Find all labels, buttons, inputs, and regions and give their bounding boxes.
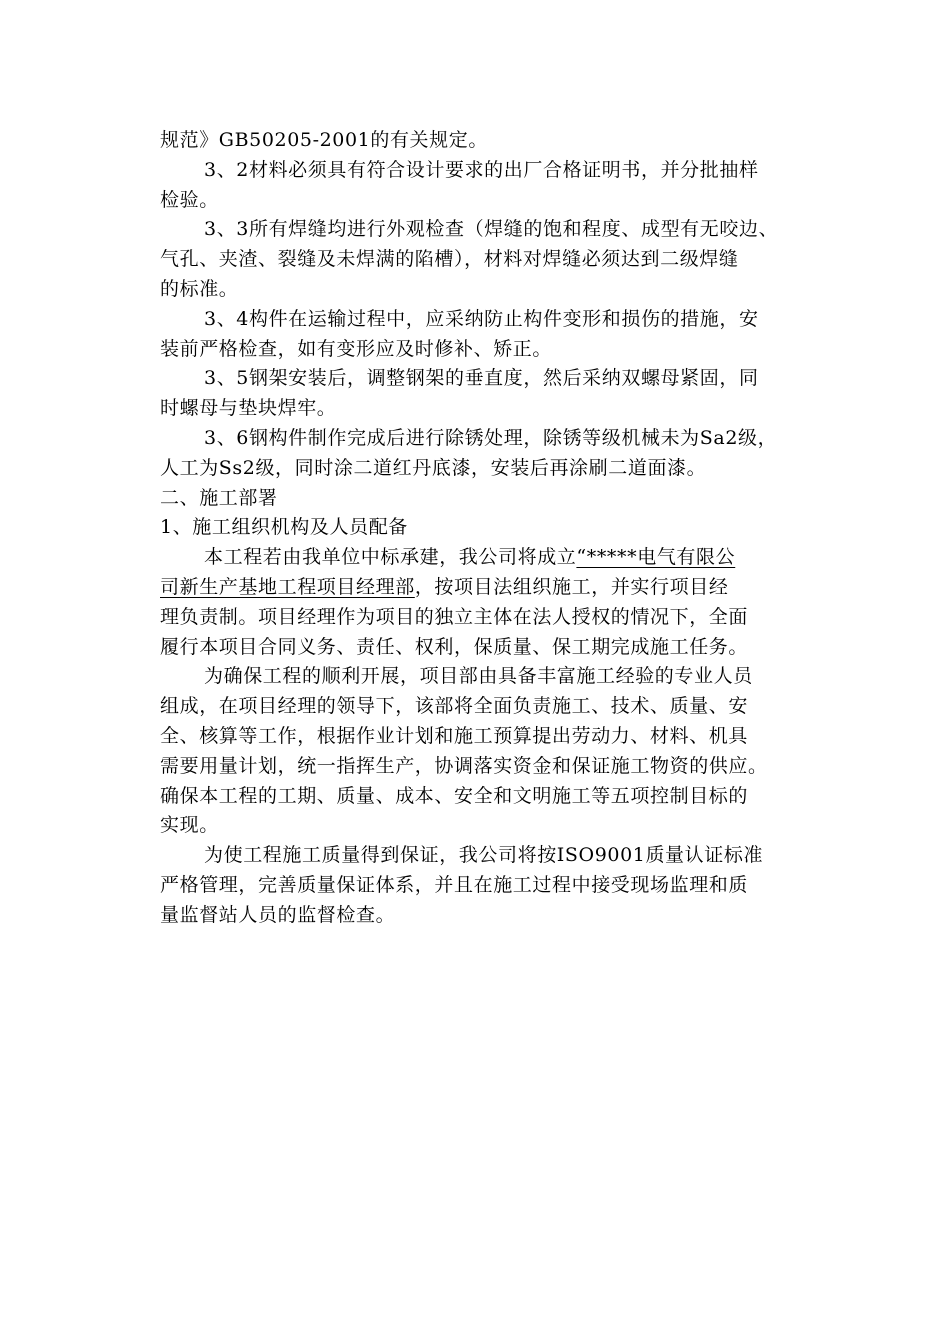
text-line: 3、6钢构件制作完成后进行除锈处理，除锈等级机械未为Sa2级， <box>204 426 778 449</box>
text-line: 为使工程施工质量得到保证，我公司将按ISO9001质量认证标准 <box>204 844 764 867</box>
text-line: 人工为Ss2级，同时涂二道红丹底漆，安装后再涂刷二道面漆。 <box>160 456 707 479</box>
project-name-underlined: “*****电气有限公 <box>576 546 736 569</box>
text-line: 3、5钢架安装后，调整钢架的垂直度，然后采纳双螺母紧固，同 <box>204 367 759 390</box>
text-line: 3、4构件在运输过程中，应采纳防止构件变形和损伤的措施，安 <box>204 307 759 330</box>
project-name-underlined: 司新生产基地工程项目经理部 <box>160 575 415 598</box>
text-line: 需要用量计划，统一指挥生产，协调落实资金和保证施工物资的供应。 <box>160 754 768 777</box>
text-line: 检验。 <box>160 188 219 211</box>
text-line: 组成，在项目经理的领导下，该部将全面负责施工、技术、质量、安 <box>160 695 749 718</box>
text-run: ，按项目法组织施工，并实行项目经 <box>414 575 729 598</box>
text-line: 实现。 <box>160 814 219 837</box>
text-line: 为确保工程的顺利开展，项目部由具备丰富施工经验的专业人员 <box>204 665 753 688</box>
text-line: 气孔、夹渣、裂缝及未焊满的陷槽），材料对焊缝必须达到二级焊缝 <box>160 248 739 271</box>
text-line: 全、核算等工作，根据作业计划和施工预算提出劳动力、材料、机具 <box>160 724 749 747</box>
text-line: 确保本工程的工期、质量、成本、安全和文明施工等五项控制目标的 <box>160 784 749 807</box>
text-line <box>160 573 840 603</box>
text-line: 时螺母与垫块焊牢。 <box>160 397 337 420</box>
text-line: 严格管理，完善质量保证体系，并且在施工过程中接受现场监理和质 <box>160 873 749 896</box>
text-line: 3、3所有焊缝均进行外观检查（焊缝的饱和程度、成型有无咬边、 <box>204 218 779 241</box>
text-line: 理负责制。项目经理作为项目的独立主体在法人授权的情况下，全面 <box>160 605 749 628</box>
text-line <box>160 543 840 573</box>
text-line: 量监督站人员的监督检查。 <box>160 903 396 926</box>
subsection-heading: 1、施工组织机构及人员配备 <box>160 516 408 539</box>
text-run: 本工程若由我单位中标承建，我公司将成立 <box>204 546 577 569</box>
text-line: 规范》GB50205-2001的有关规定。 <box>160 129 488 151</box>
text-line: 装前严格检查，如有变形应及时修补、矫正。 <box>160 337 553 360</box>
text-line: 的标准。 <box>160 277 239 300</box>
text-line: 履行本项目合同义务、责任、权利，保质量、保工期完成施工任务。 <box>160 635 749 658</box>
document-body <box>160 126 840 931</box>
text-line: 3、2材料必须具有符合设计要求的出厂合格证明书，并分批抽样 <box>204 158 759 181</box>
section-heading: 二、施工部署 <box>160 486 278 509</box>
